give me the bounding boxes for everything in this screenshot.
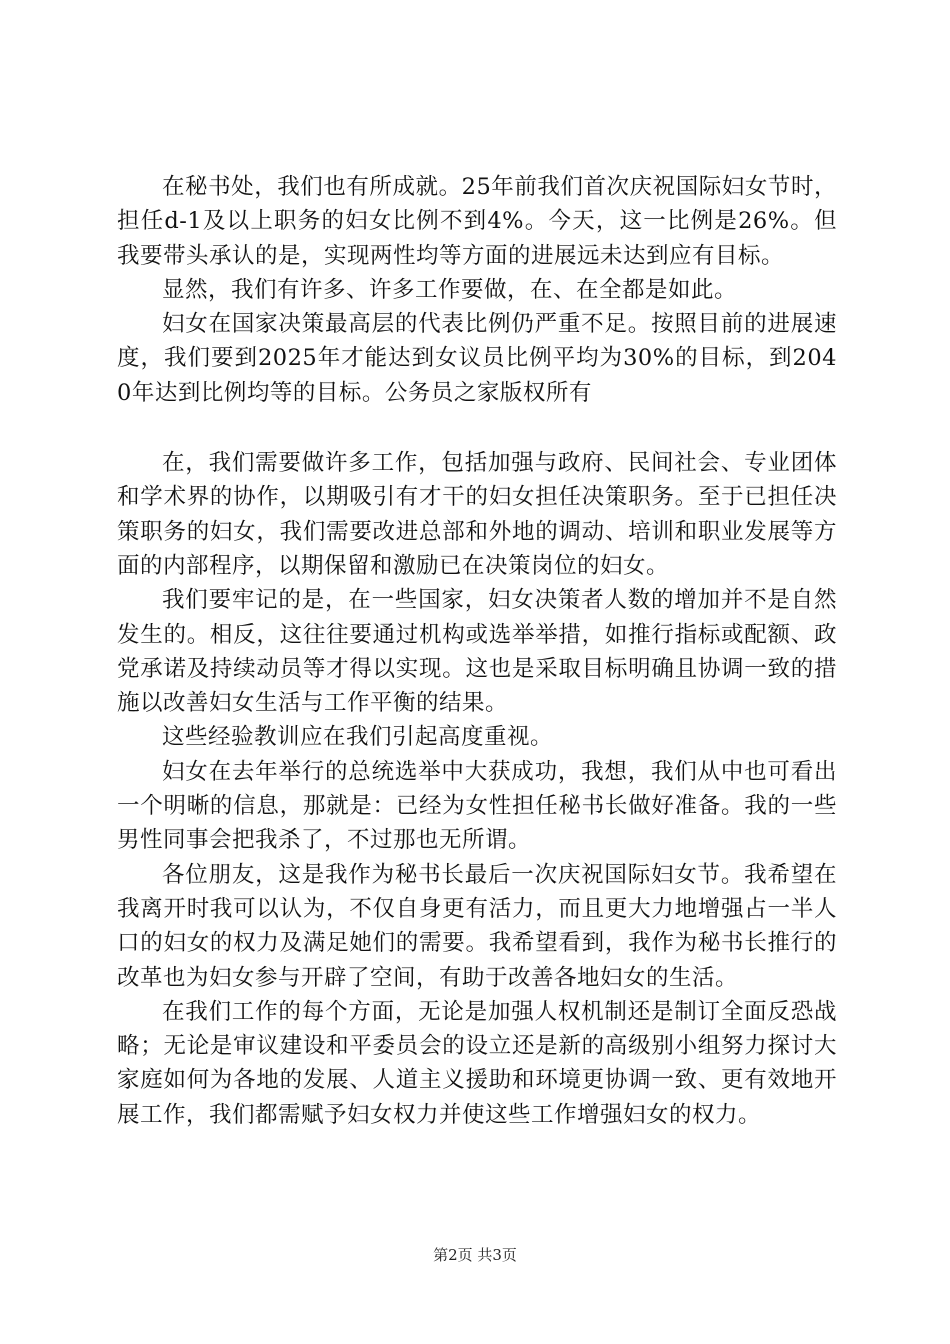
paragraph: 在，我们需要做许多工作，包括加强与政府、民间社会、专业团体和学术界的协作，以期吸引有才干的妇女担任决策职务。至于已担任决策职务的妇女，我们需要改进总部和外地的调动、培训和职业发展等方面的内部程序，以期保留和激励已在决策岗位的妇女。 [117, 450, 837, 579]
paragraph: 在我们工作的每个方面，无论是加强人权机制还是制订全面反恐战略；无论是审议建设和平委员会的设立还是新的高级别小组努力探讨大家庭如何为各地的发展、人道主义援助和环境更协调一致、更有效地开展工作，我们都需赋予妇女权力并使这些工作增强妇女的权力。 [117, 998, 837, 1128]
paragraph-gap [117, 410, 837, 446]
paragraph: 妇女在国家决策最高层的代表比例仍严重不足。按照目前的进展速度，我们要到2025年才能达到女议员比例平均为30%的目标，到2040年达到比例均等的目标。公务员之家版权所有 [117, 311, 837, 406]
paragraph: 各位朋友，这是我作为秘书长最后一次庆祝国际妇女节。我希望在我离开时我可以认为，不仅自身更有活力，而且更大力地增强占一半人口的妇女的权力及满足她们的需要。我希望看到，我作为秘书长推行的改革也为妇女参与开辟了空间，有助于改善各地妇女的生活。 [117, 861, 837, 991]
paragraph: 显然，我们有许多、许多工作要做，在、在全都是如此。 [162, 276, 738, 303]
paragraph: 在秘书处，我们也有所成就。25年前我们首次庆祝国际妇女节时，担任d-1及以上职务的妇女比例不到4%。今天，这一比例是26%。但我要带头承认的是，实现两性均等方面的进展远未达到应有目标。 [117, 174, 837, 269]
document-body [117, 170, 837, 1132]
page-number-footer: 第2页 共3页 [433, 1246, 517, 1264]
paragraph: 妇女在去年举行的总统选举中大获成功，我想，我们从中也可看出一个明晰的信息，那就是：已经为女性担任秘书长做好准备。我的一些男性同事会把我杀了，不过那也无所谓。 [117, 758, 837, 854]
paragraph: 我们要牢记的是，在一些国家，妇女决策者人数的增加并不是自然发生的。相反，这往往要通过机构或选举举措，如推行指标或配额、政党承诺及持续动员等才得以实现。这也是采取目标明确且协调一致的措施以改善妇女生活与工作平衡的结果。 [117, 587, 837, 717]
paragraph: 这些经验教训应在我们引起高度重视。 [162, 724, 554, 751]
